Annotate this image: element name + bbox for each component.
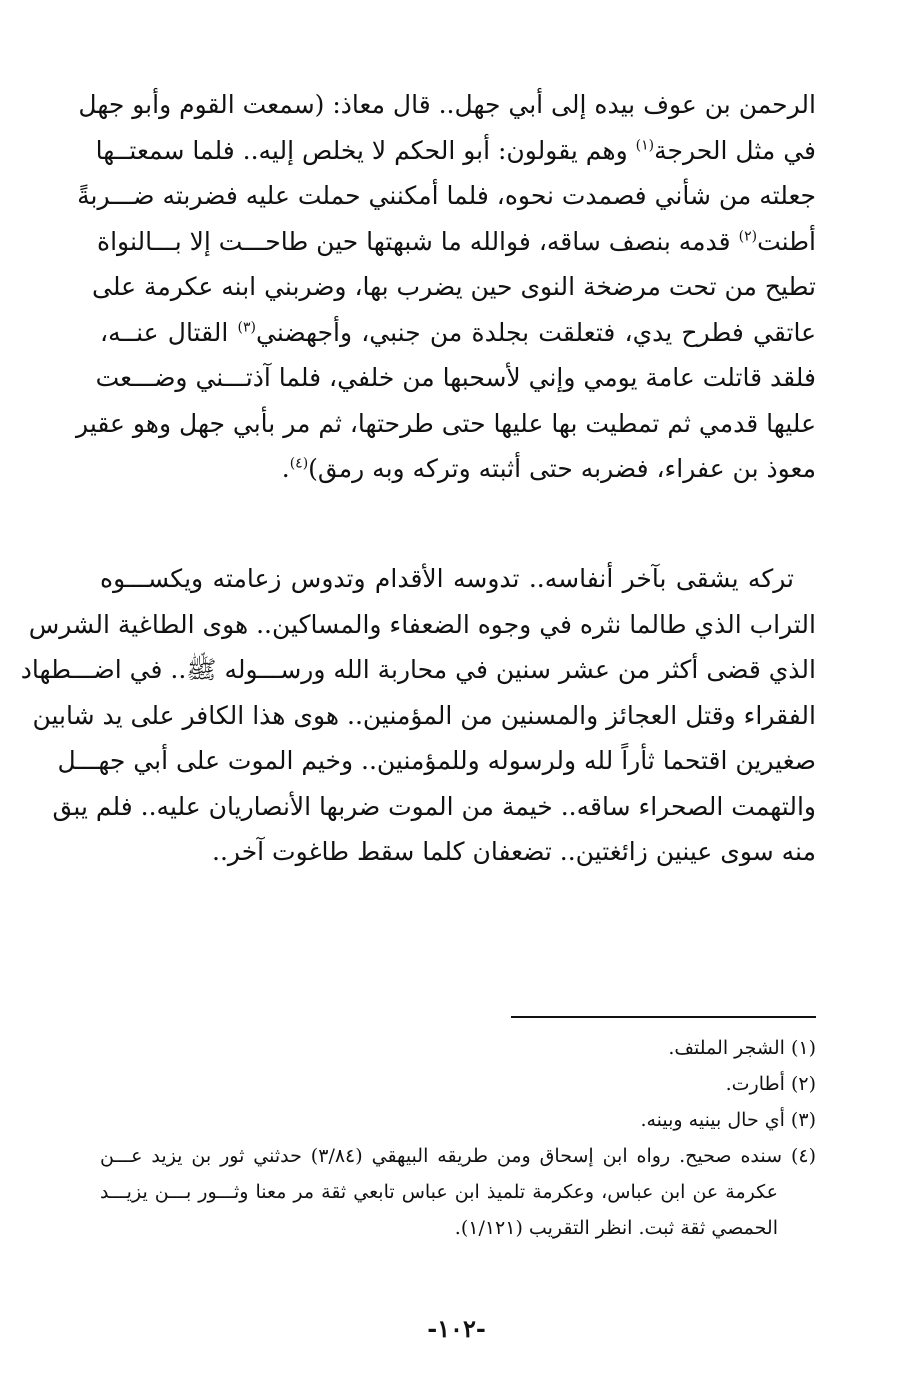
text-segment: . bbox=[281, 454, 290, 483]
text-line bbox=[100, 310, 816, 356]
text-segment: قدمه بنصف ساقه، فوالله ما شبهتها حين طاحـــت إلا بـــالنواة bbox=[96, 226, 731, 256]
footnote-4-continued: عكرمة عن ابن عباس، وعكرمة تلميذ ابن عباس تابعي ثقة مر معنا وثـــور بـــن يزيـــد bbox=[100, 1181, 778, 1203]
footnote-marker-3[interactable]: (٣) bbox=[237, 319, 256, 336]
footnote-4: (٤) سنده صحيح. رواه ابن إسحاق ومن طريقه البيهقي (٣/٨٤) حدثني ثور بن يزيد عـــن bbox=[100, 1145, 817, 1167]
body-paragraph-2 bbox=[20, 556, 816, 875]
text-line: فلقد قاتلت عامة يومي وإني لأسحبها من خلفي، فلما آذتـــني وضـــعت bbox=[95, 363, 816, 392]
text-line: تطيح من تحت مرضخة النوى حين يضرب بها، وضربني ابنه عكرمة على bbox=[92, 272, 816, 301]
text-line bbox=[100, 446, 816, 492]
text-line: صغيرين اقتحما ثأراً لله ولرسوله وللمؤمنين.. وخيم الموت على أبي جهـــل bbox=[57, 746, 816, 775]
text-segment: القتال عنــه، bbox=[100, 317, 229, 347]
footnote-2: (٢) أطارت. bbox=[725, 1073, 816, 1095]
footnotes bbox=[100, 1030, 816, 1246]
text-segment: أطنت bbox=[757, 226, 816, 256]
text-segment: في مثل الحرجة bbox=[654, 135, 816, 165]
text-line: التراب الذي طالما نثره في وجوه الضعفاء والمساكين.. هوى الطاغية الشرس bbox=[28, 609, 816, 639]
text-segment: معوذ بن عفراء، فضربه حتى أثبته وتركه وبه رمق) bbox=[308, 454, 816, 483]
text-line: تركه يشقى بآخر أنفاسه.. تدوسه الأقدام وتدوس زعامته ويكســـوه bbox=[100, 564, 794, 593]
text-segment: وهم يقولون: أبو الحكم لا يخلص إليه.. فلما سمعتــها bbox=[95, 135, 628, 165]
text-line: عليها قدمي ثم تمطيت بها عليها حتى طرحتها، ثم مر بأبي جهل وهو عقير bbox=[76, 408, 816, 438]
footnote-marker-2[interactable]: (٢) bbox=[738, 228, 758, 245]
footnote-1: (١) الشجر الملتف. bbox=[668, 1037, 816, 1059]
text-line: الفقراء وقتل العجائز والمسنين من المؤمنين.. هوى هذا الكافر على يد شابين bbox=[32, 700, 816, 730]
footnote-marker-4[interactable]: (٤) bbox=[289, 455, 309, 472]
text-line bbox=[95, 128, 816, 174]
footnote-4-continued: الحمصي ثقة ثبت. انظر التقريب (١/١٢١). bbox=[454, 1217, 778, 1239]
text-line bbox=[96, 219, 816, 265]
text-line: منه سوى عينين زائغتين.. تضعفان كلما سقط طاغوت آخر.. bbox=[212, 837, 816, 866]
text-line: الذي قضى أكثر من عشر سنين في محاربة الله ورســـوله ﷺ.. في اضـــطهاد bbox=[20, 655, 816, 684]
footnote-3: (٣) أي حال بينيه وبينه. bbox=[640, 1109, 816, 1131]
text-line: والتهمت الصحراء ساقه.. خيمة من الموت ضربها الأنصاريان عليه.. فلم يبق bbox=[52, 791, 816, 821]
page-number: -١٠٢- bbox=[427, 1314, 486, 1343]
footnote-marker-1[interactable]: (١) bbox=[635, 137, 655, 154]
body-paragraph-1 bbox=[76, 82, 816, 492]
text-line: جعلته من شأني فصمدت نحوه، فلما أمكنني حملت عليه فضربته ضـــربةً bbox=[77, 181, 816, 210]
text-line: الرحمن بن عوف بيده إلى أبي جهل.. قال معاذ: (سمعت القوم وأبو جهل bbox=[78, 90, 816, 119]
text-segment: عاتقي فطرح يدي، فتعلقت بجلدة من جنبي، وأجهضني bbox=[255, 317, 816, 347]
footnote-divider bbox=[511, 1016, 816, 1018]
